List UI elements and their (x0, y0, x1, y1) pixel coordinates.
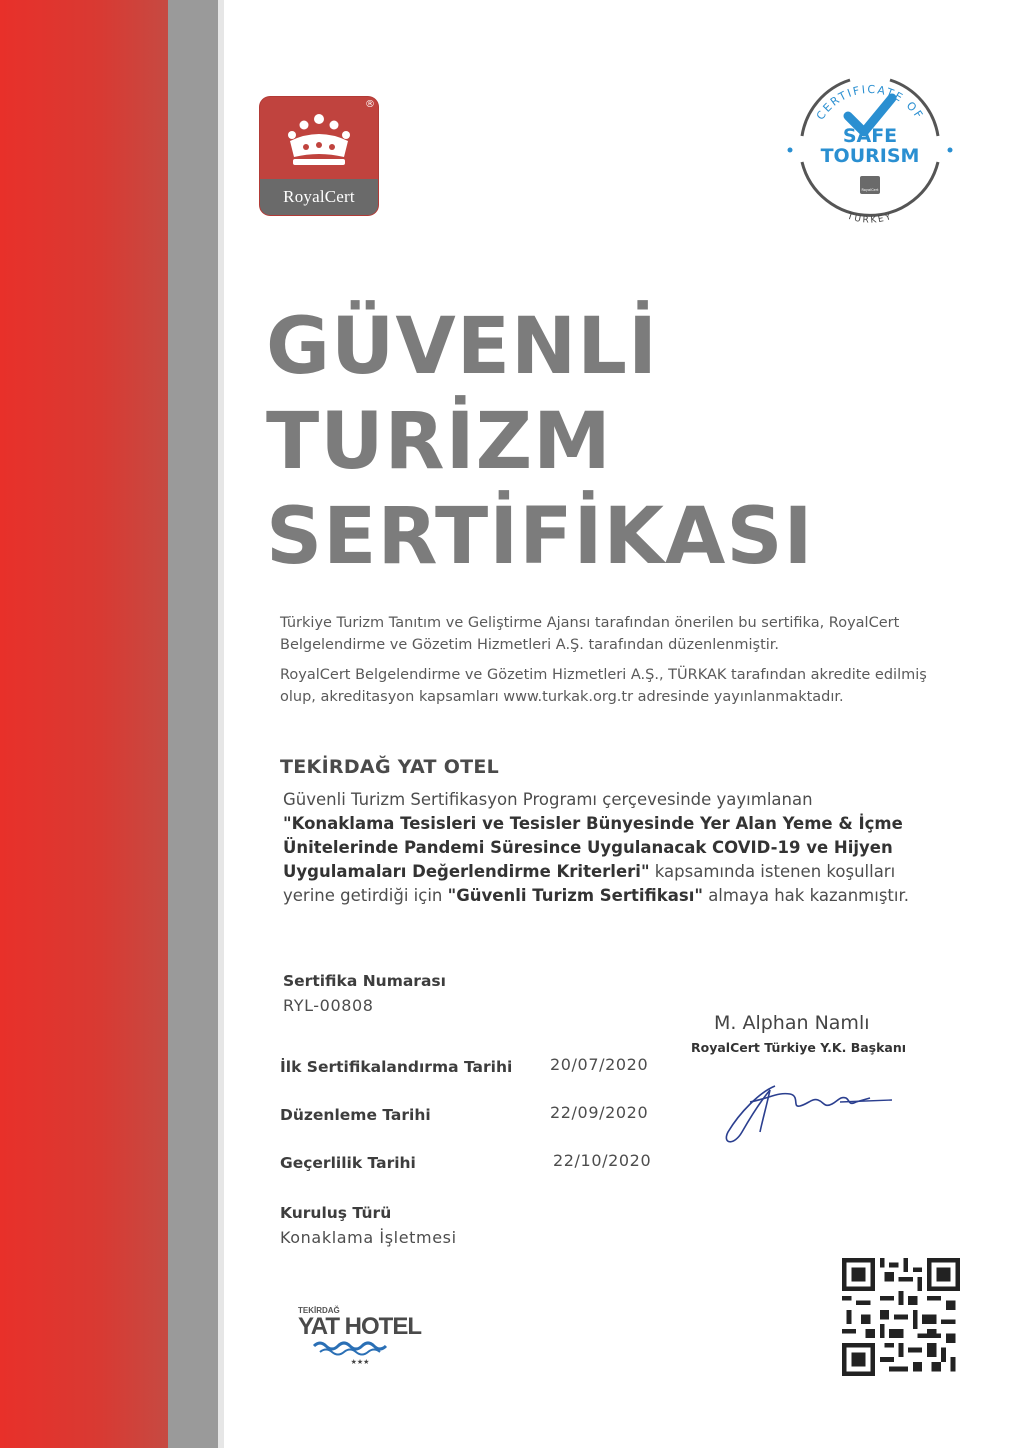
seal-line2: TOURISM (820, 145, 920, 167)
red-side-band (0, 0, 168, 1448)
title-line-2: TURİZM (266, 397, 612, 487)
logo-text: RoyalCert (260, 179, 378, 215)
cert-number-label: Sertifika Numarası (283, 972, 446, 990)
seal-mini-logo-text: RoyalCert (861, 188, 879, 192)
seal-line1: SAFE (842, 125, 898, 147)
body-text-2: kapsamında istenen koşulları yerine getirdiği için (283, 862, 896, 905)
certificate-body (283, 788, 923, 908)
cert-number-value: RYL-00808 (283, 996, 374, 1015)
band-edge (218, 0, 224, 1448)
intro-paragraph-2: RoyalCert Belgelendirme ve Gözetim Hizmetleri A.Ş., TÜRKAK tarafından akredite edilmiş olup, akreditasyon kapsamları www.turkak.org.tr adresinde yayınlanmaktadır. (280, 667, 927, 705)
title-line-1: GÜVENLİ (266, 302, 659, 392)
issue-date-label: Düzenleme Tarihi (280, 1106, 431, 1124)
gray-side-band (168, 0, 218, 1448)
body-text-3: almaya hak kazanmıştır. (702, 886, 909, 905)
valid-date-value: 22/10/2020 (553, 1151, 652, 1170)
hotel-logo-stars: ★★★ (350, 1358, 370, 1366)
body-criteria: "Konaklama Tesisleri ve Tesisler Bünyesinde Yer Alan Yeme & İçme Ünitelerinde Pandemi Süresince Uygulanacak COVID-19 ve Hijyen Uygulamaları Değerlendirme Kriterleri" (283, 814, 903, 881)
qr-code (842, 1258, 960, 1376)
hotel-logo-top: TEKİRDAĞ (298, 1306, 340, 1315)
body-cert-name: "Güvenli Turizm Sertifikası" (447, 886, 703, 905)
hotel-name: TEKİRDAĞ YAT OTEL (280, 756, 500, 778)
first-cert-date-label: İlk Sertifikalandırma Tarihi (280, 1058, 513, 1076)
org-type-label: Kuruluş Türü (280, 1204, 392, 1222)
signatory-role: RoyalCert Türkiye Y.K. Başkanı (691, 1040, 907, 1055)
intro-paragraph-1: Türkiye Turizm Tanıtım ve Geliştirme Ajansı tarafından önerilen bu sertifika, RoyalCert Belgelendirme ve Gözetim Hizmetleri A.Ş. tarafından düzenlenmiştir. (280, 615, 900, 653)
seal-bottom-arc: TURKEY (845, 211, 895, 226)
crown-icon (260, 97, 378, 179)
hotel-logo-main: YAT HOTEL (298, 1313, 422, 1340)
signatory-name: M. Alphan Namlı (714, 1012, 870, 1034)
title-line-3: SERTİFİKASI (266, 492, 814, 582)
seal-top-arc: CERTIFICATE OF (813, 82, 927, 123)
intro-text (280, 612, 940, 716)
body-text-1: Güvenli Turizm Sertifikasyon Programı çerçevesinde yayımlanan (283, 790, 813, 809)
registered-mark: ® (365, 99, 375, 110)
yat-hotel-logo (290, 1300, 430, 1370)
royalcert-logo (260, 97, 378, 215)
first-cert-date-value: 20/07/2020 (550, 1055, 649, 1074)
issue-date-value: 22/09/2020 (550, 1103, 649, 1122)
org-type-value: Konaklama İşletmesi (280, 1228, 457, 1247)
valid-date-label: Geçerlilik Tarihi (280, 1154, 416, 1172)
certificate-title (266, 300, 814, 585)
safe-tourism-seal (780, 58, 960, 238)
signature (720, 1072, 900, 1152)
